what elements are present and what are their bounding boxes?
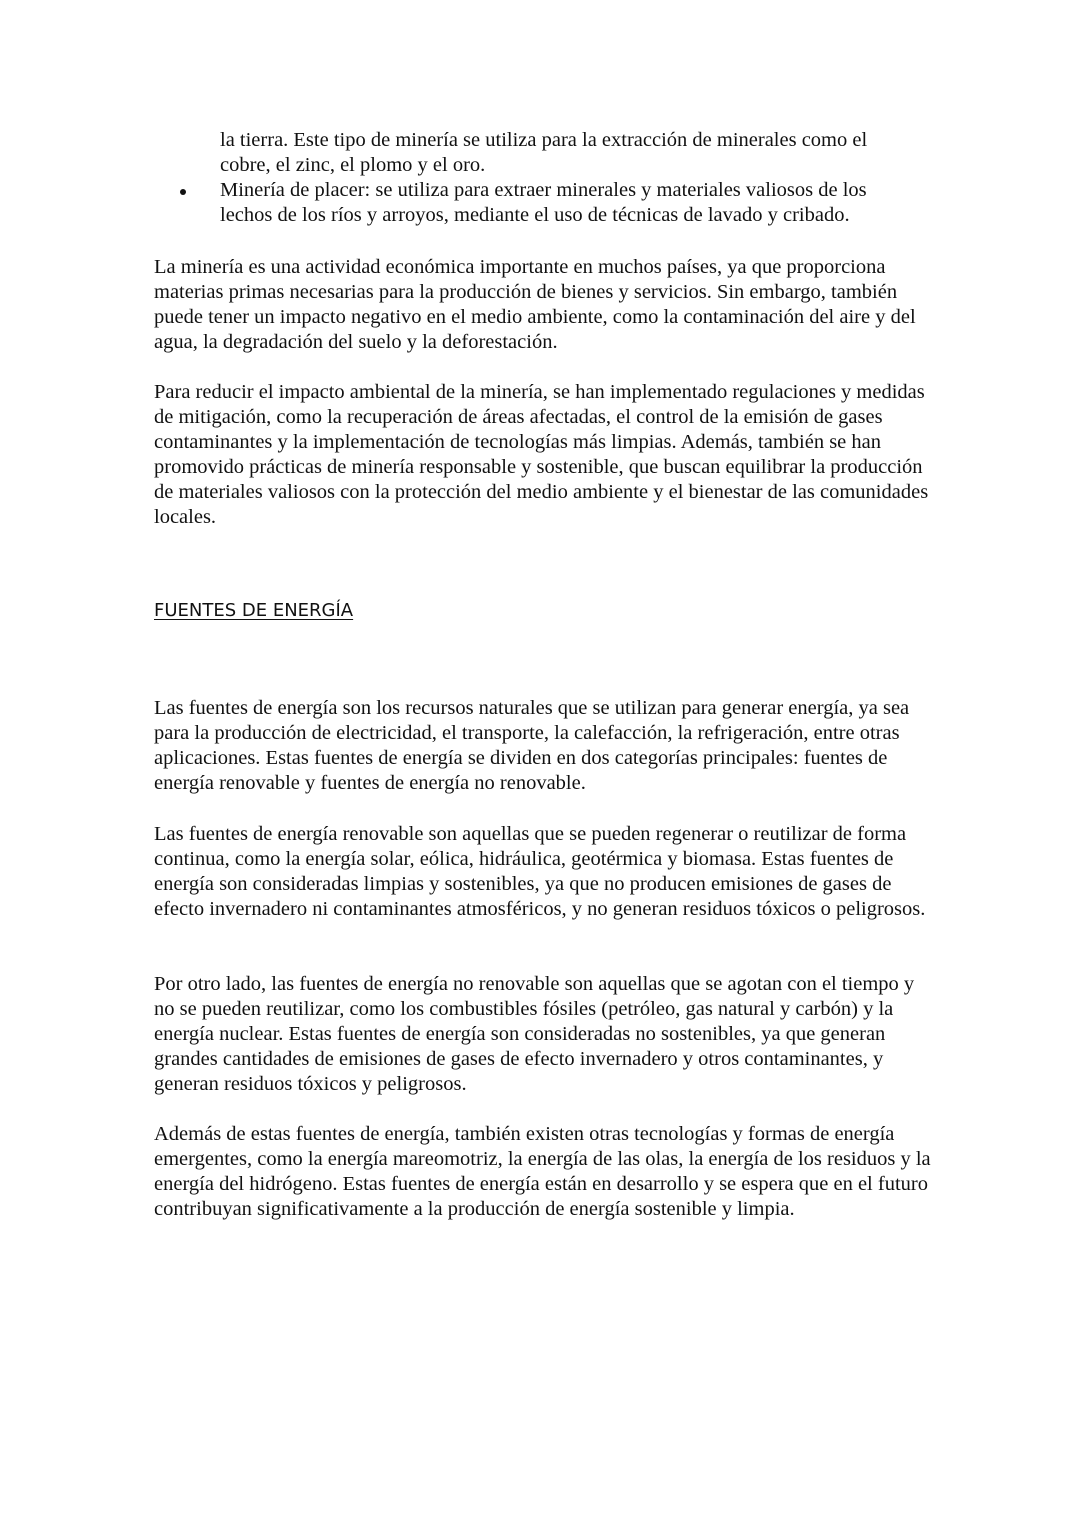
bullet-icon bbox=[180, 189, 186, 195]
mining-types-list bbox=[0, 128, 1080, 228]
paragraph-renewable-energy: Las fuentes de energía renovable son aquellas que se pueden regenerar o reutilizar de forma continua, como la energía solar, eólica, hidráulica, geotérmica y biomasa. Estas fuentes de energía son consideradas limpias y sostenibles, ya que no producen emisiones de gases de efecto invernadero ni contaminantes atmosféricos, y no generan residuos tóxicos o peligrosos. bbox=[154, 823, 926, 920]
section-heading-energy-sources: FUENTES DE ENERGÍA bbox=[154, 600, 354, 621]
paragraph-mining-economy: La minería es una actividad económica importante en muchos países, ya que proporciona materias primas necesarias para la producción de bienes y servicios. Sin embargo, también puede tener un impacto negativo en el medio ambiente, como la contaminación del aire y del agua, la degradación del suelo y la deforestación. bbox=[154, 256, 916, 353]
paragraph-non-renewable-energy: Por otro lado, las fuentes de energía no renovable son aquellas que se agotan con el tiempo y no se pueden reutilizar, como los combustibles fósiles (petróleo, gas natural y carbón) y la energía nuclear. Estas fuentes de energía son consideradas no sostenibles, ya que generan grandes cantidades de emisiones de gases de efecto invernadero y otros contaminantes, y generan residuos tóxicos y peligrosos. bbox=[154, 973, 915, 1095]
paragraph-mining-mitigation: Para reducir el impacto ambiental de la minería, se han implementado regulaciones y medidas de mitigación, como la recuperación de áreas afectadas, el control de la emisión de gases contaminantes y la implementación de tecnologías más limpias. Además, también se han promovido prácticas de minería responsable y sostenible, que buscan equilibrar la producción de materiales valiosos con la protección del medio ambiente y el bienestar de las comunidades locales. bbox=[154, 381, 929, 528]
list-item-placer-mining bbox=[0, 178, 920, 228]
list-item-text: Minería de placer: se utiliza para extraer minerales y materiales valiosos de los lechos de los ríos y arroyos, mediante el uso de técnicas de lavado y cribado. bbox=[220, 179, 867, 226]
list-item-text: la tierra. Este tipo de minería se utiliza para la extracción de minerales como el cobre, el zinc, el plomo y el oro. bbox=[220, 129, 868, 176]
list-item-continuation bbox=[0, 128, 920, 178]
paragraph-energy-intro: Las fuentes de energía son los recursos naturales que se utilizan para generar energía, ya sea para la producción de electricidad, el transporte, la calefacción, la refrigeración, entre otras aplicaciones. Estas fuentes de energía se dividen en dos categorías principales: fuentes de energía renovable y fuentes de energía no renovable. bbox=[154, 697, 910, 794]
paragraph-emerging-energy: Además de estas fuentes de energía, también existen otras tecnologías y formas de energía emergentes, como la energía mareomotriz, la energía de las olas, la energía de los residuos y la energía del hidrógeno. Estas fuentes de energía están en desarrollo y se espera que en el futuro contribuyan significativamente a la producción de energía sostenible y limpia. bbox=[154, 1123, 931, 1220]
